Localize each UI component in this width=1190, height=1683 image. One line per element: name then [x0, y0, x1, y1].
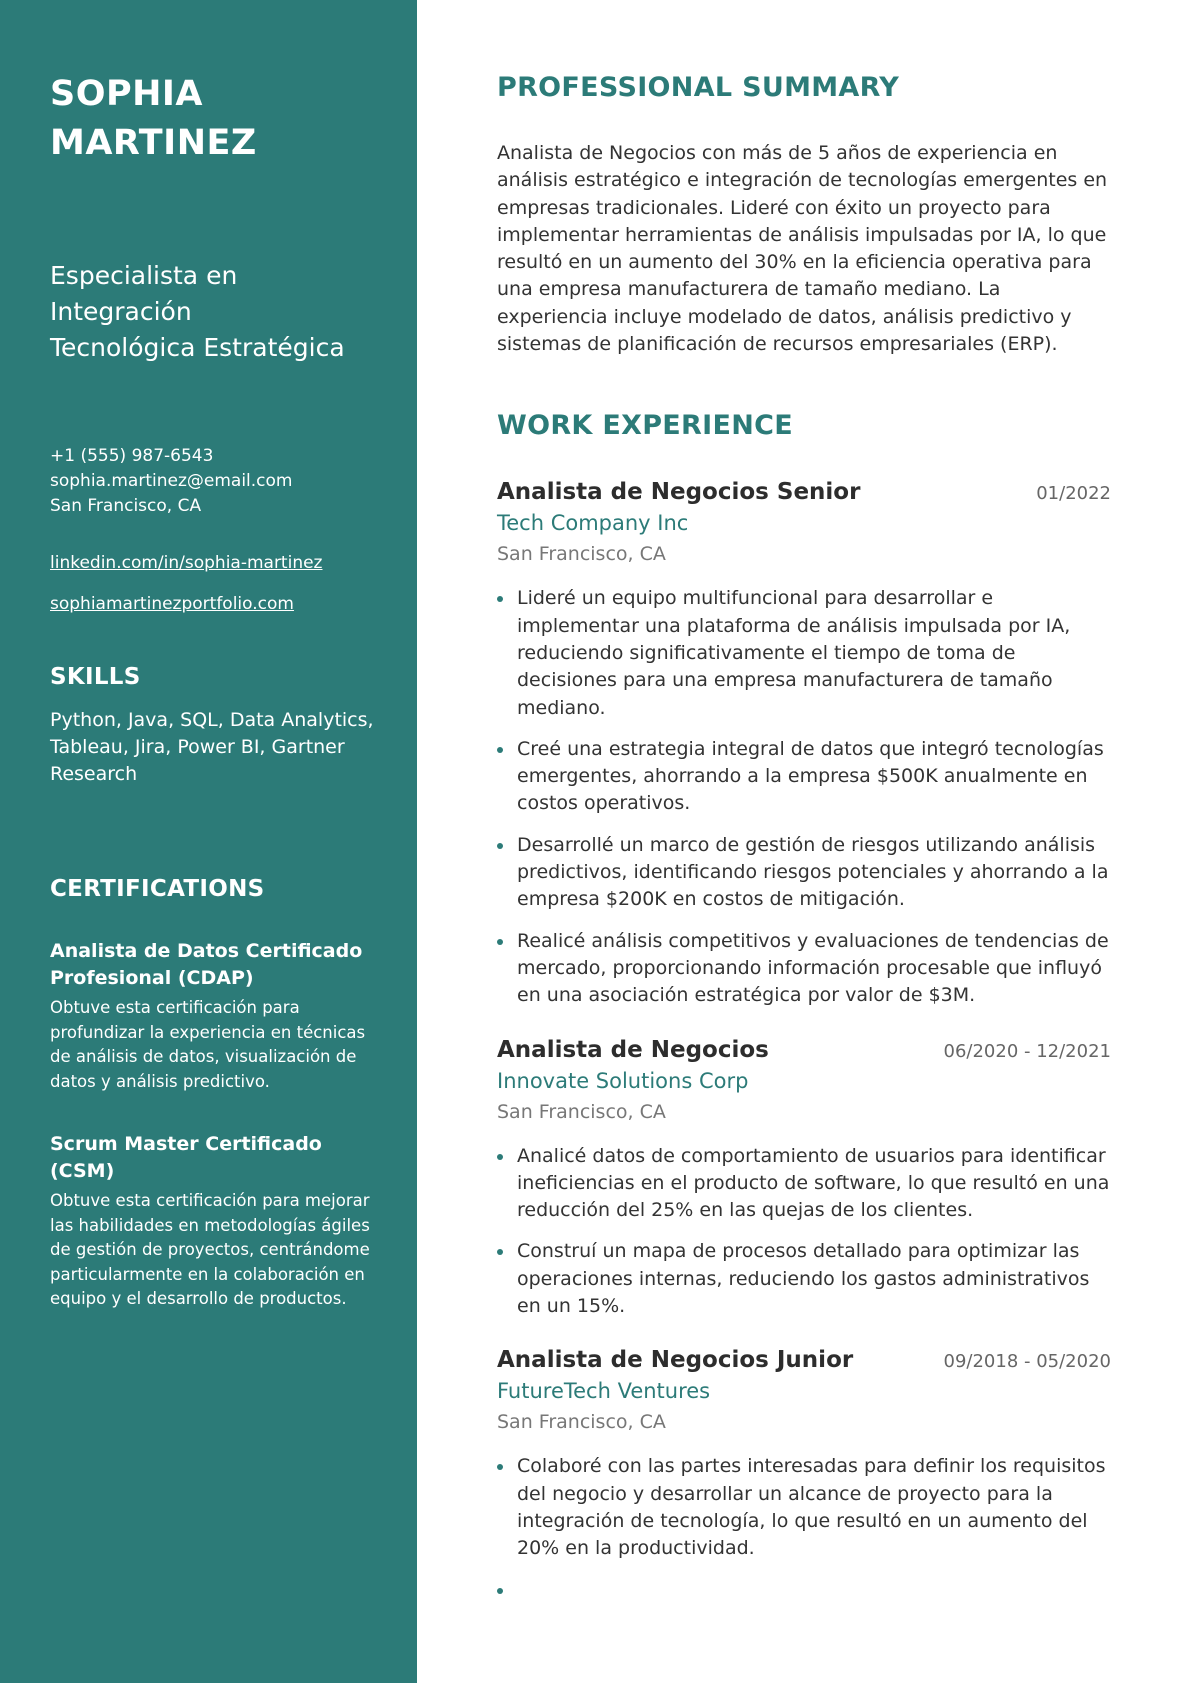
contact-email: sophia.martinez@email.com [50, 471, 293, 491]
certification-title: Scrum Master Certificado (CSM) [50, 1133, 322, 1182]
job-title: Analista de Negocios [497, 1036, 769, 1063]
job-location: San Francisco, CA [497, 1100, 666, 1123]
certification-title: Analista de Datos Certificado Profesional (CDAP) [50, 940, 363, 989]
job-title: Analista de Negocios Junior [497, 1347, 854, 1374]
job-header [497, 1347, 1111, 1373]
certification-description: Obtuve esta certificación para mejorar las habilidades en metodologías ágiles de gestión de proyectos, centrándome particularmente en la colaboración en equipo y el desarrollo de productos. [50, 1191, 370, 1308]
contact-info [50, 444, 377, 519]
job-bullet: Analicé datos de comportamiento de usuarios para identificar ineficiencias en el producto de software, lo que resultó en una reducción del 25% en las quejas de los clientes. [497, 1143, 1111, 1225]
job-location: San Francisco, CA [497, 1411, 666, 1434]
job-date: 01/2022 [1036, 483, 1111, 505]
job-bullet: Lideré un equipo multifuncional para desarrollar e implementar una plataforma de análisis impulsada por IA, reduciendo significativamente el tiempo de toma de decisiones para una empresa manufacturera de tamaño mediano. [497, 585, 1111, 721]
certification-item [50, 938, 377, 1094]
contact-location: San Francisco, CA [50, 496, 202, 516]
candidate-name [50, 70, 377, 168]
skills-heading: SKILLS [50, 664, 141, 690]
job-title: Analista de Negocios Senior [497, 479, 861, 506]
job-bullets [497, 1453, 1111, 1603]
job-bullet: Desarrollé un marco de gestión de riesgos utilizando análisis predictivos, identificando riesgos potenciales y ahorrando a la empresa $200K en costos de mitigación. [497, 832, 1111, 914]
work-experience-heading: WORK EXPERIENCE [497, 410, 793, 442]
job-entry [497, 1037, 1111, 1321]
job-bullet: Construí un mapa de procesos detallado para optimizar las operaciones internas, reduciendo los gastos administrativos en un 15%. [497, 1238, 1111, 1320]
main-content [497, 0, 1111, 1683]
job-bullet: Realicé análisis competitivos y evaluaciones de tendencias de mercado, proporcionando información procesable que influyó en una asociación estratégica por valor de $3M. [497, 928, 1111, 1010]
summary-text: Analista de Negocios con más de 5 años de experiencia en análisis estratégico e integración de tecnologías emergentes en empresas tradicionales. Lideré con éxito un proyecto para implementar herramientas de análisis impulsadas por IA, lo que resultó en un aumento del 30% en la eficiencia operativa para una empresa manufacturera de tamaño mediano. La experiencia incluye modelado de datos, análisis predictivo y sistemas de planificación de recursos empresariales (ERP). [497, 142, 1108, 356]
job-bullet: Colaboré con las partes interesadas para definir los requisitos del negocio y desarrollar un alcance de proyecto para la integración de tecnología, lo que resultó en un aumento del 20% en la productividad. [497, 1453, 1111, 1562]
job-bullet: Creé una estrategia integral de datos que integró tecnologías emergentes, ahorrando a la empresa $500K anualmente en costos operativos. [497, 736, 1111, 818]
job-bullet-empty [497, 1577, 1111, 1604]
job-header [497, 479, 1111, 505]
job-bullets [497, 1143, 1111, 1321]
sidebar [0, 0, 417, 1683]
profile-links [50, 551, 377, 617]
job-entry [497, 1347, 1111, 1603]
job-header [497, 1037, 1111, 1063]
job-date: 09/2018 - 05/2020 [943, 1351, 1111, 1373]
job-location: San Francisco, CA [497, 543, 666, 566]
summary-heading: PROFESSIONAL SUMMARY [497, 72, 900, 103]
certification-item [50, 1131, 377, 1312]
skills-list: Python, Java, SQL, Data Analytics, Tableau, Jira, Power BI, Gartner Research [50, 709, 374, 785]
candidate-tagline [50, 258, 377, 366]
job-entry [497, 479, 1111, 1009]
linkedin-link[interactable]: linkedin.com/in/sophia-martinez [50, 553, 323, 573]
name-last: MARTINEZ [50, 123, 257, 163]
job-company: FutureTech Ventures [497, 1379, 711, 1404]
portfolio-link[interactable]: sophiamartinezportfolio.com [50, 594, 294, 614]
job-date: 06/2020 - 12/2021 [943, 1040, 1111, 1062]
certifications-heading: CERTIFICATIONS [50, 876, 265, 902]
tagline-line-1: Especialista en Integración [50, 261, 238, 326]
certification-description: Obtuve esta certificación para profundizar la experiencia en técnicas de análisis de datos, visualización de datos y análisis predictivo. [50, 998, 366, 1091]
job-company: Tech Company Inc [497, 511, 689, 536]
tagline-line-2: Tecnológica Estratégica [50, 333, 345, 362]
name-first: SOPHIA [50, 74, 204, 114]
job-bullets [497, 585, 1111, 1009]
contact-phone: +1 (555) 987-6543 [50, 446, 214, 466]
job-company: Innovate Solutions Corp [497, 1068, 749, 1093]
